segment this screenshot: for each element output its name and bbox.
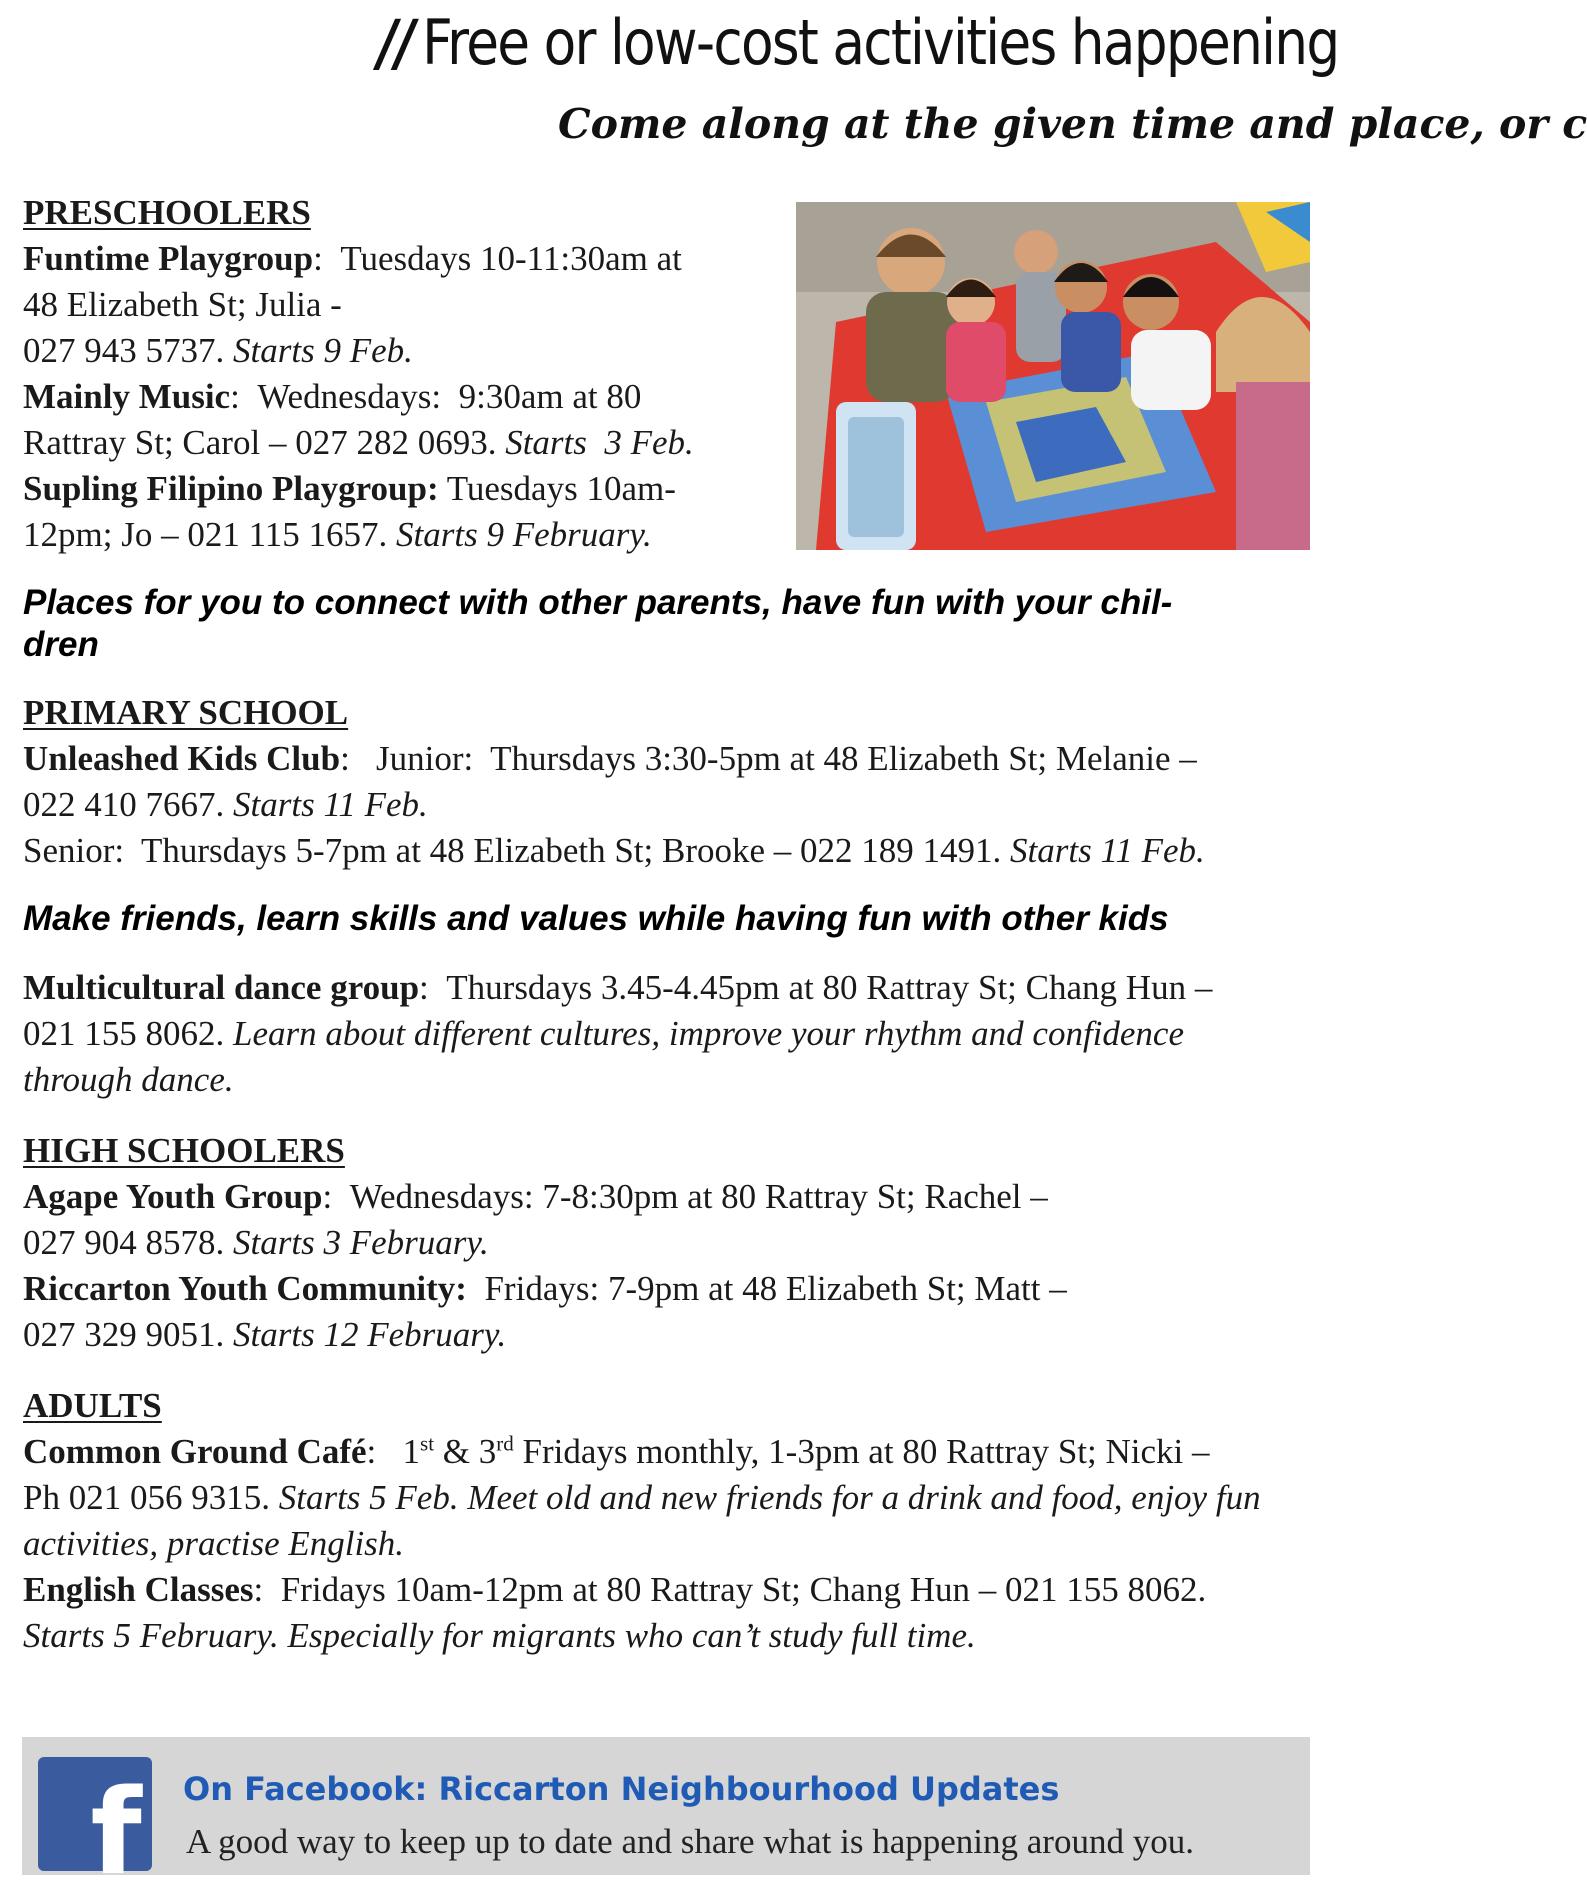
riccarton-entry: [23, 1266, 1067, 1358]
agape-line2: 027 904 8578.: [23, 1223, 225, 1262]
title-slashes: //: [378, 6, 414, 79]
children-photo: [796, 202, 1310, 550]
english-entry: [23, 1567, 1261, 1659]
unleashed-entry: [23, 736, 1205, 874]
agape-label: Agape Youth Group: [23, 1177, 323, 1216]
mainly-label: Mainly Music: [23, 377, 231, 416]
supling-starts: Starts 9 February.: [396, 515, 652, 554]
mainly-sep: :: [230, 377, 240, 416]
preschoolers-tagline: [23, 582, 1323, 666]
funtime-line1: Tuesdays 10-11:30am at: [340, 239, 682, 278]
primary-heading: PRIMARY SCHOOL: [23, 693, 349, 732]
agape-sep: :: [322, 1177, 333, 1216]
dance-desc2: through dance.: [23, 1060, 234, 1099]
agape-starts: Starts 3 February.: [233, 1223, 489, 1262]
facebook-description: A good way to keep up to date and share what is happening around you.: [186, 1822, 1194, 1861]
cafe-entry: [23, 1429, 1261, 1567]
riccarton-line1: Fridays: 7-9pm at 48 Elizabeth St; Matt –: [484, 1269, 1067, 1308]
facebook-link[interactable]: On Facebook: Riccarton Neighbourhood Updates: [183, 1770, 1060, 1808]
unleashed-senior: Senior: Thursdays 5-7pm at 48 Elizabeth St; Brooke – 022 189 1491.: [23, 831, 1002, 870]
riccarton-label: Riccarton Youth Community:: [23, 1269, 467, 1308]
english-label: English Classes: [23, 1570, 254, 1609]
english-line1: Fridays 10am-12pm at 80 Rattray St; Chang Hun – 021 155 8062.: [280, 1570, 1207, 1609]
unleashed-senior-starts: Starts 11 Feb.: [1010, 831, 1205, 870]
unleashed-sep: :: [340, 739, 350, 778]
facebook-letter: f: [90, 1763, 142, 1890]
mainly-starts: Starts 3 Feb.: [505, 423, 694, 462]
agape-line1: Wednesdays: 7-8:30pm at 80 Rattray St; Rachel –: [349, 1177, 1048, 1216]
riccarton-starts: Starts 12 February.: [233, 1315, 507, 1354]
dance-label: Multicultural dance group: [23, 968, 420, 1007]
cafe-n2: 3: [478, 1432, 497, 1471]
unleashed-starts: Starts 11 Feb.: [233, 785, 428, 824]
unleashed-line2: 022 410 7667.: [23, 785, 225, 824]
preschoolers-heading: PRESCHOOLERS: [23, 193, 311, 232]
cafe-sep: :: [366, 1432, 377, 1471]
cafe-desc2: activities, practise English.: [23, 1524, 405, 1563]
english-desc: Starts 5 February. Especially for migrants who can’t study full time.: [23, 1616, 976, 1655]
preschoolers-section: [23, 190, 783, 558]
funtime-starts: Starts 9 Feb.: [233, 331, 413, 370]
funtime-label: Funtime Playgroup: [23, 239, 314, 278]
title-text: Free or low-cost activities happening: [422, 6, 1339, 79]
cafe-line1: Fridays monthly, 1-3pm at 80 Rattray St; Nicki –: [522, 1432, 1210, 1471]
dance-desc1: Learn about different cultures, improve your rhythm and confidence: [233, 1014, 1184, 1053]
supling-line2: 12pm; Jo – 021 115 1657.: [23, 515, 388, 554]
page-subtitle: Come along at the given time and place, or c: [558, 100, 1587, 148]
cafe-desc1: Starts 5 Feb. Meet old and new friends for a drink and food, enjoy fun: [278, 1478, 1261, 1517]
primary-tagline: Make friends, learn skills and values while having fun with other kids: [23, 899, 1169, 938]
primary-section: [23, 690, 1205, 874]
supling-playgroup-entry: [23, 466, 783, 558]
cafe-amp: &: [442, 1432, 471, 1471]
agape-entry: [23, 1174, 1067, 1266]
facebook-f-icon: [38, 1757, 152, 1890]
high-heading: HIGH SCHOOLERS: [23, 1131, 345, 1170]
funtime-sep: :: [313, 239, 323, 278]
funtime-line2: 48 Elizabeth St; Julia -: [23, 285, 342, 324]
dance-line1: Thursdays 3.45-4.45pm at 80 Rattray St; Chang Hun –: [446, 968, 1213, 1007]
cafe-sup2: rd: [496, 1431, 514, 1456]
supling-label: Supling Filipino Playgroup:: [23, 469, 439, 508]
riccarton-line2: 027 329 9051.: [23, 1315, 225, 1354]
unleashed-line1: Junior: Thursdays 3:30-5pm at 48 Elizabeth St; Melanie –: [376, 739, 1197, 778]
children-playing-puzzle-photo-icon: [796, 202, 1310, 550]
mainly-line1: Wednesdays: 9:30am at 80: [257, 377, 642, 416]
high-section: [23, 1128, 1067, 1358]
dance-sep: :: [419, 968, 429, 1007]
cafe-line2: Ph 021 056 9315.: [23, 1478, 270, 1517]
facebook-icon[interactable]: [38, 1757, 152, 1890]
cafe-n1: 1: [402, 1432, 421, 1471]
funtime-line3: 027 943 5737.: [23, 331, 225, 370]
cafe-sup1: st: [420, 1431, 435, 1456]
cafe-label: Common Ground Café: [23, 1432, 367, 1471]
unleashed-label: Unleashed Kids Club: [23, 739, 341, 778]
dance-line2: 021 155 8062.: [23, 1014, 225, 1053]
preschoolers-tagline-line2: dren: [23, 625, 99, 664]
dance-entry: [23, 965, 1212, 1103]
funtime-playgroup-entry: [23, 236, 783, 374]
page-title: [378, 6, 1338, 79]
mainly-music-entry: [23, 374, 783, 466]
adults-heading: ADULTS: [23, 1386, 162, 1425]
mainly-line2: Rattray St; Carol – 027 282 0693.: [23, 423, 497, 462]
preschoolers-tagline-line1: Places for you to connect with other parents, have fun with your chil-: [23, 583, 1173, 622]
adults-section: [23, 1383, 1261, 1659]
supling-line1: Tuesdays 10am-: [446, 469, 676, 508]
english-sep: :: [253, 1570, 264, 1609]
